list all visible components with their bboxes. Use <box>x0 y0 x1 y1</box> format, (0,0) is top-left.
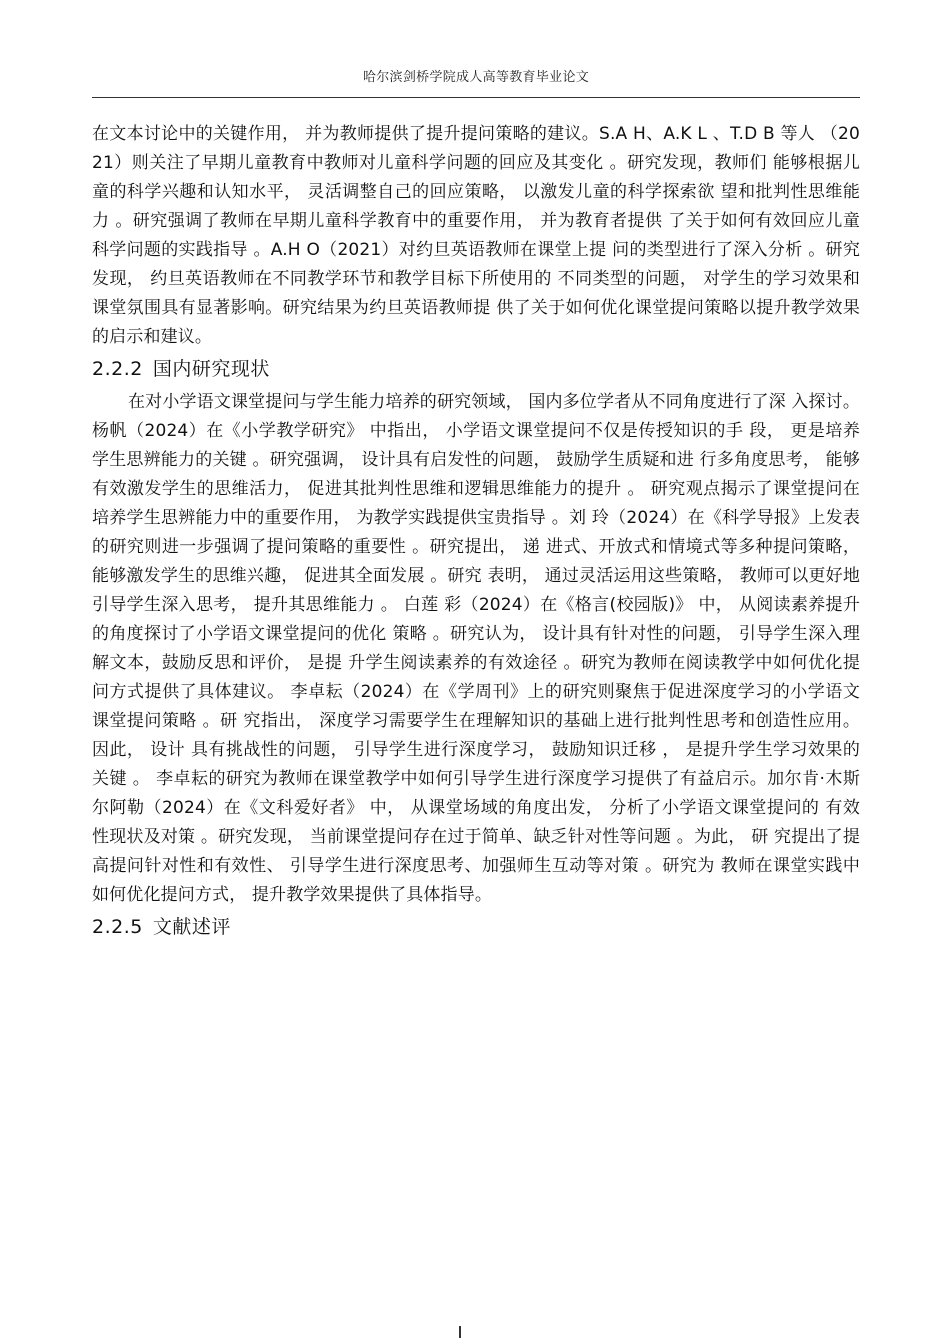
section-title: 国内研究现状 <box>152 358 270 380</box>
section-number: 2.2.2 <box>92 358 143 380</box>
section-heading-domestic-research <box>92 354 860 384</box>
paragraph-foreign-research: 在文本讨论中的关键作用， 并为教师提供了提升提问策略的建议。S.A H、A.K L 、T.D B 等人 （2021）则关注了早期儿童教育中教师对儿童科学问题的回应及其变化 。研究发现，教师们 能够根据儿童的科学兴趣和认知水平， 灵活调整自己的回应策略， 以激发儿童的科学探索欲 望和批判性思维能力 。研究强调了教师在早期儿童科学教育中的重要作用， 并为教育者提供 了关于如何有效回应儿童科学问题的实践指导 。A.H O（2021）对约旦英语教师在课堂上提 问的类型进行了深入分析 。研究发现， 约旦英语教师在不同教学环节和教学目标下所使用的 不同类型的问题， 对学生的学习效果和课堂氛围具有显著影响。研究结果为约旦英语教师提 供了关于如何优化课堂提问策略以提升教学效果的启示和建议。 <box>92 124 860 347</box>
document-body <box>92 120 860 946</box>
paragraph-domestic-research: 在对小学语文课堂提问与学生能力培养的研究领域， 国内多位学者从不同角度进行了深 入探讨。杨帆（2024）在《小学教学研究》 中指出， 小学语文课堂提问不仅是传授知识的手 段， 更是培养学生思辨能力的关键 。研究强调， 设计具有启发性的问题， 鼓励学生质疑和进 行多角度思考， 能够有效激发学生的思维活力， 促进其批判性思维和逻辑思维能力的提升 。 研究观点揭示了课堂提问在培养学生思辨能力中的重要作用， 为教学实践提供宝贵指导 。刘 玲（2024）在《科学导报》上发表的研究则进一步强调了提问策略的重要性 。研究提出， 递 进式、开放式和情境式等多种提问策略， 能够激发学生的思维兴趣， 促进其全面发展 。研究 表明， 通过灵活运用这些策略， 教师可以更好地引导学生深入思考， 提升其思维能力 。 白莲 彩（2024）在《格言(校园版)》 中， 从阅读素养提升的角度探讨了小学语文课堂提问的优化 策略 。研究认为， 设计具有针对性的问题， 引导学生深入理解文本，鼓励反思和评价， 是提 升学生阅读素养的有效途径 。研究为教师在阅读教学中如何优化提问方式提供了具体建议。 李卓耘（2024）在《学周刊》上的研究则聚焦于促进深度学习的小学语文课堂提问策略 。研 究指出， 深度学习需要学生在理解知识的基础上进行批判性思考和创造性应用。因此， 设计 具有挑战性的问题， 引导学生进行深度学习， 鼓励知识迁移 ， 是提升学生学习效果的关键 。 李卓耘的研究为教师在课堂教学中如何引导学生进行深度学习提供了有益启示。加尔肯·木斯 尔阿勒（2024）在《文科爱好者》 中， 从课堂场域的角度出发， 分析了小学语文课堂提问的 有效性现状及对策 。研究发现， 当前课堂提问存在过于简单、缺乏针对性等问题 。为此， 研 究提出了提高提问针对性和有效性、 引导学生进行深度思考、加强师生互动等对策 。研究为 教师在课堂实践中如何优化提问方式， 提升教学效果提供了具体指导。 <box>92 392 860 905</box>
page-number-marker <box>459 1326 461 1338</box>
section-title: 文献述评 <box>152 916 231 938</box>
section-number: 2.2.5 <box>92 916 143 938</box>
page-header: 哈尔滨剑桥学院成人高等教育毕业论文 <box>362 70 590 85</box>
header-divider <box>92 97 860 98</box>
section-heading-literature-review <box>92 912 860 942</box>
